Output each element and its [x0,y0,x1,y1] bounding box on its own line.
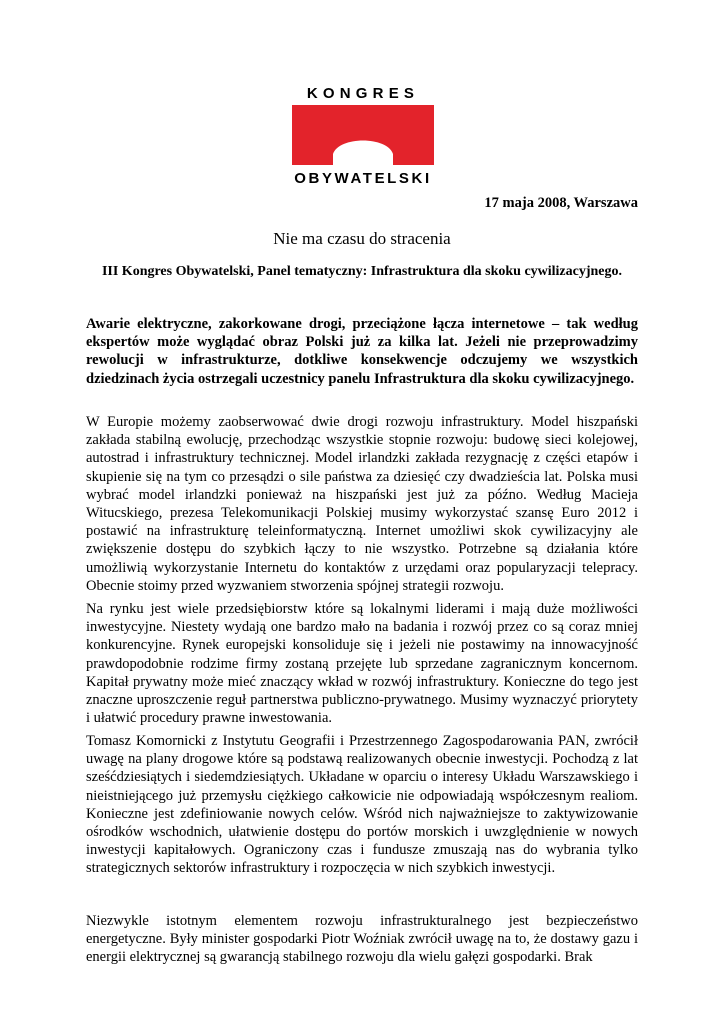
document-subtitle: III Kongres Obywatelski, Panel tematyczny: Infrastruktura dla skoku cywilizacyjnego. [101,264,623,279]
body-paragraph: Na rynku jest wiele przedsiębiorstw które są lokalnymi liderami i mają duże możliwości inwestycyjne. Niestety wydają one bardzo mało na badania i rozwój przez co są coraz mniej konkurencyjne. Rynek europejski konsoliduje się i jeżeli nie postawimy na innowacyjność prawdopodobnie rodzime firmy zostaną przejęte lub sprzedane zagranicznym koncernom. Kapitał prywatny może mieć znaczący wkład w rozwój infrastruktury. Konieczne do tego jest znaczne uproszczenie reguł partnerstwa publiczno-prywatnego. Musimy wyznaczyć priorytety i ułatwić procedury prawne inwestowania. [86,601,638,727]
body-paragraph: W Europie możemy zaobserwować dwie drogi rozwoju infrastruktury. Model hiszpański zakłada stabilną ewolucję, przechodząc wszystkie stopnie rozwoju: budowę sieci kolejowej, autostrad i infrastruktury technicznej. Model irlandzki zakłada rezygnację z części etapów i skupienie się na tym co przesądzi o sile państwa za dziesięć czy dwadzieścia lat. Polska musi wybrać model irlandzki ponieważ na hiszpański jest już za późno. Według Macieja Witucskiego, prezesa Telekomunikacji Polskiej musimy wykorzystać szansę Euro 2012 i postawić na infrastrukturę teleinformatyczną. Internet umożliwi skok cywilizacyjny ale zwiększenie dostępu do szybkich łączy to nie wszystko. Potrzebne są działania które umożliwią wykorzystanie Internetu do kontaktów z urzędami oraz popularyzacji telepracy. Obecnie stoimy przed wyzwaniem stworzenia spójnej strategii rozwoju. [86,414,638,594]
logo-bottom-text: OBYWATELSKI [294,170,432,187]
document-date: 17 maja 2008, Warszawa [484,195,638,211]
body-paragraph: Tomasz Komornicki z Instytutu Geografii i Przestrzennego Zagospodarowania PAN, zwrócił uwagę na plany drogowe które są podstawą realizowanych obecnie inwestycji. Pochodzą z lat sześćdziesiątych i siedemdziesiątych. Układane w oparciu o interesy Układu Warszawskiego i nieistniejącego już przemysłu ciężkiego całkowicie nie odpowiadają współczesnym realiom. Konieczne jest zdefiniowanie nowych celów. Wśród nich najważniejsze to zaktywizowanie ośrodków wschodnich, ułatwienie dostępu do portów morskich i uwzględnienie w nowych inwestycji kapitałowych. Ograniczony czas i fundusze zmuszają nas do wybrania tylko strategicznych sektorów infrastruktury i rozpoczęcia w nich szybkich inwestycji. [86,733,638,877]
logo-emblem-icon [290,105,436,167]
body-paragraph: Niezwykle istotnym elementem rozwoju infrastrukturalnego jest bezpieczeństwo energetyczne. Były minister gospodarki Piotr Woźniak zwrócił uwagę na to, że dostawy gazu i energii elektrycznej są gwarancją stabilnego rozwoju dla wielu gałęzi gospodarki. Brak [86,913,638,966]
kongres-obywatelski-logo [290,85,436,188]
lead-paragraph: Awarie elektryczne, zakorkowane drogi, przeciążone łącza internetowe – tak według ekspertów może wyglądać obraz Polski już za kilka lat. Jeżeli nie przeprowadzimy rewolucji w infrastrukturze, dotkliwe konsekwencje odczujemy we wszystkich dziedzinach życia ostrzegali uczestnicy panelu Infrastruktura dla skoku cywilizacyjnego. [86,316,638,387]
document-title: Nie ma czasu do stracenia [273,229,451,248]
logo-top-text: KONGRES [306,85,420,102]
